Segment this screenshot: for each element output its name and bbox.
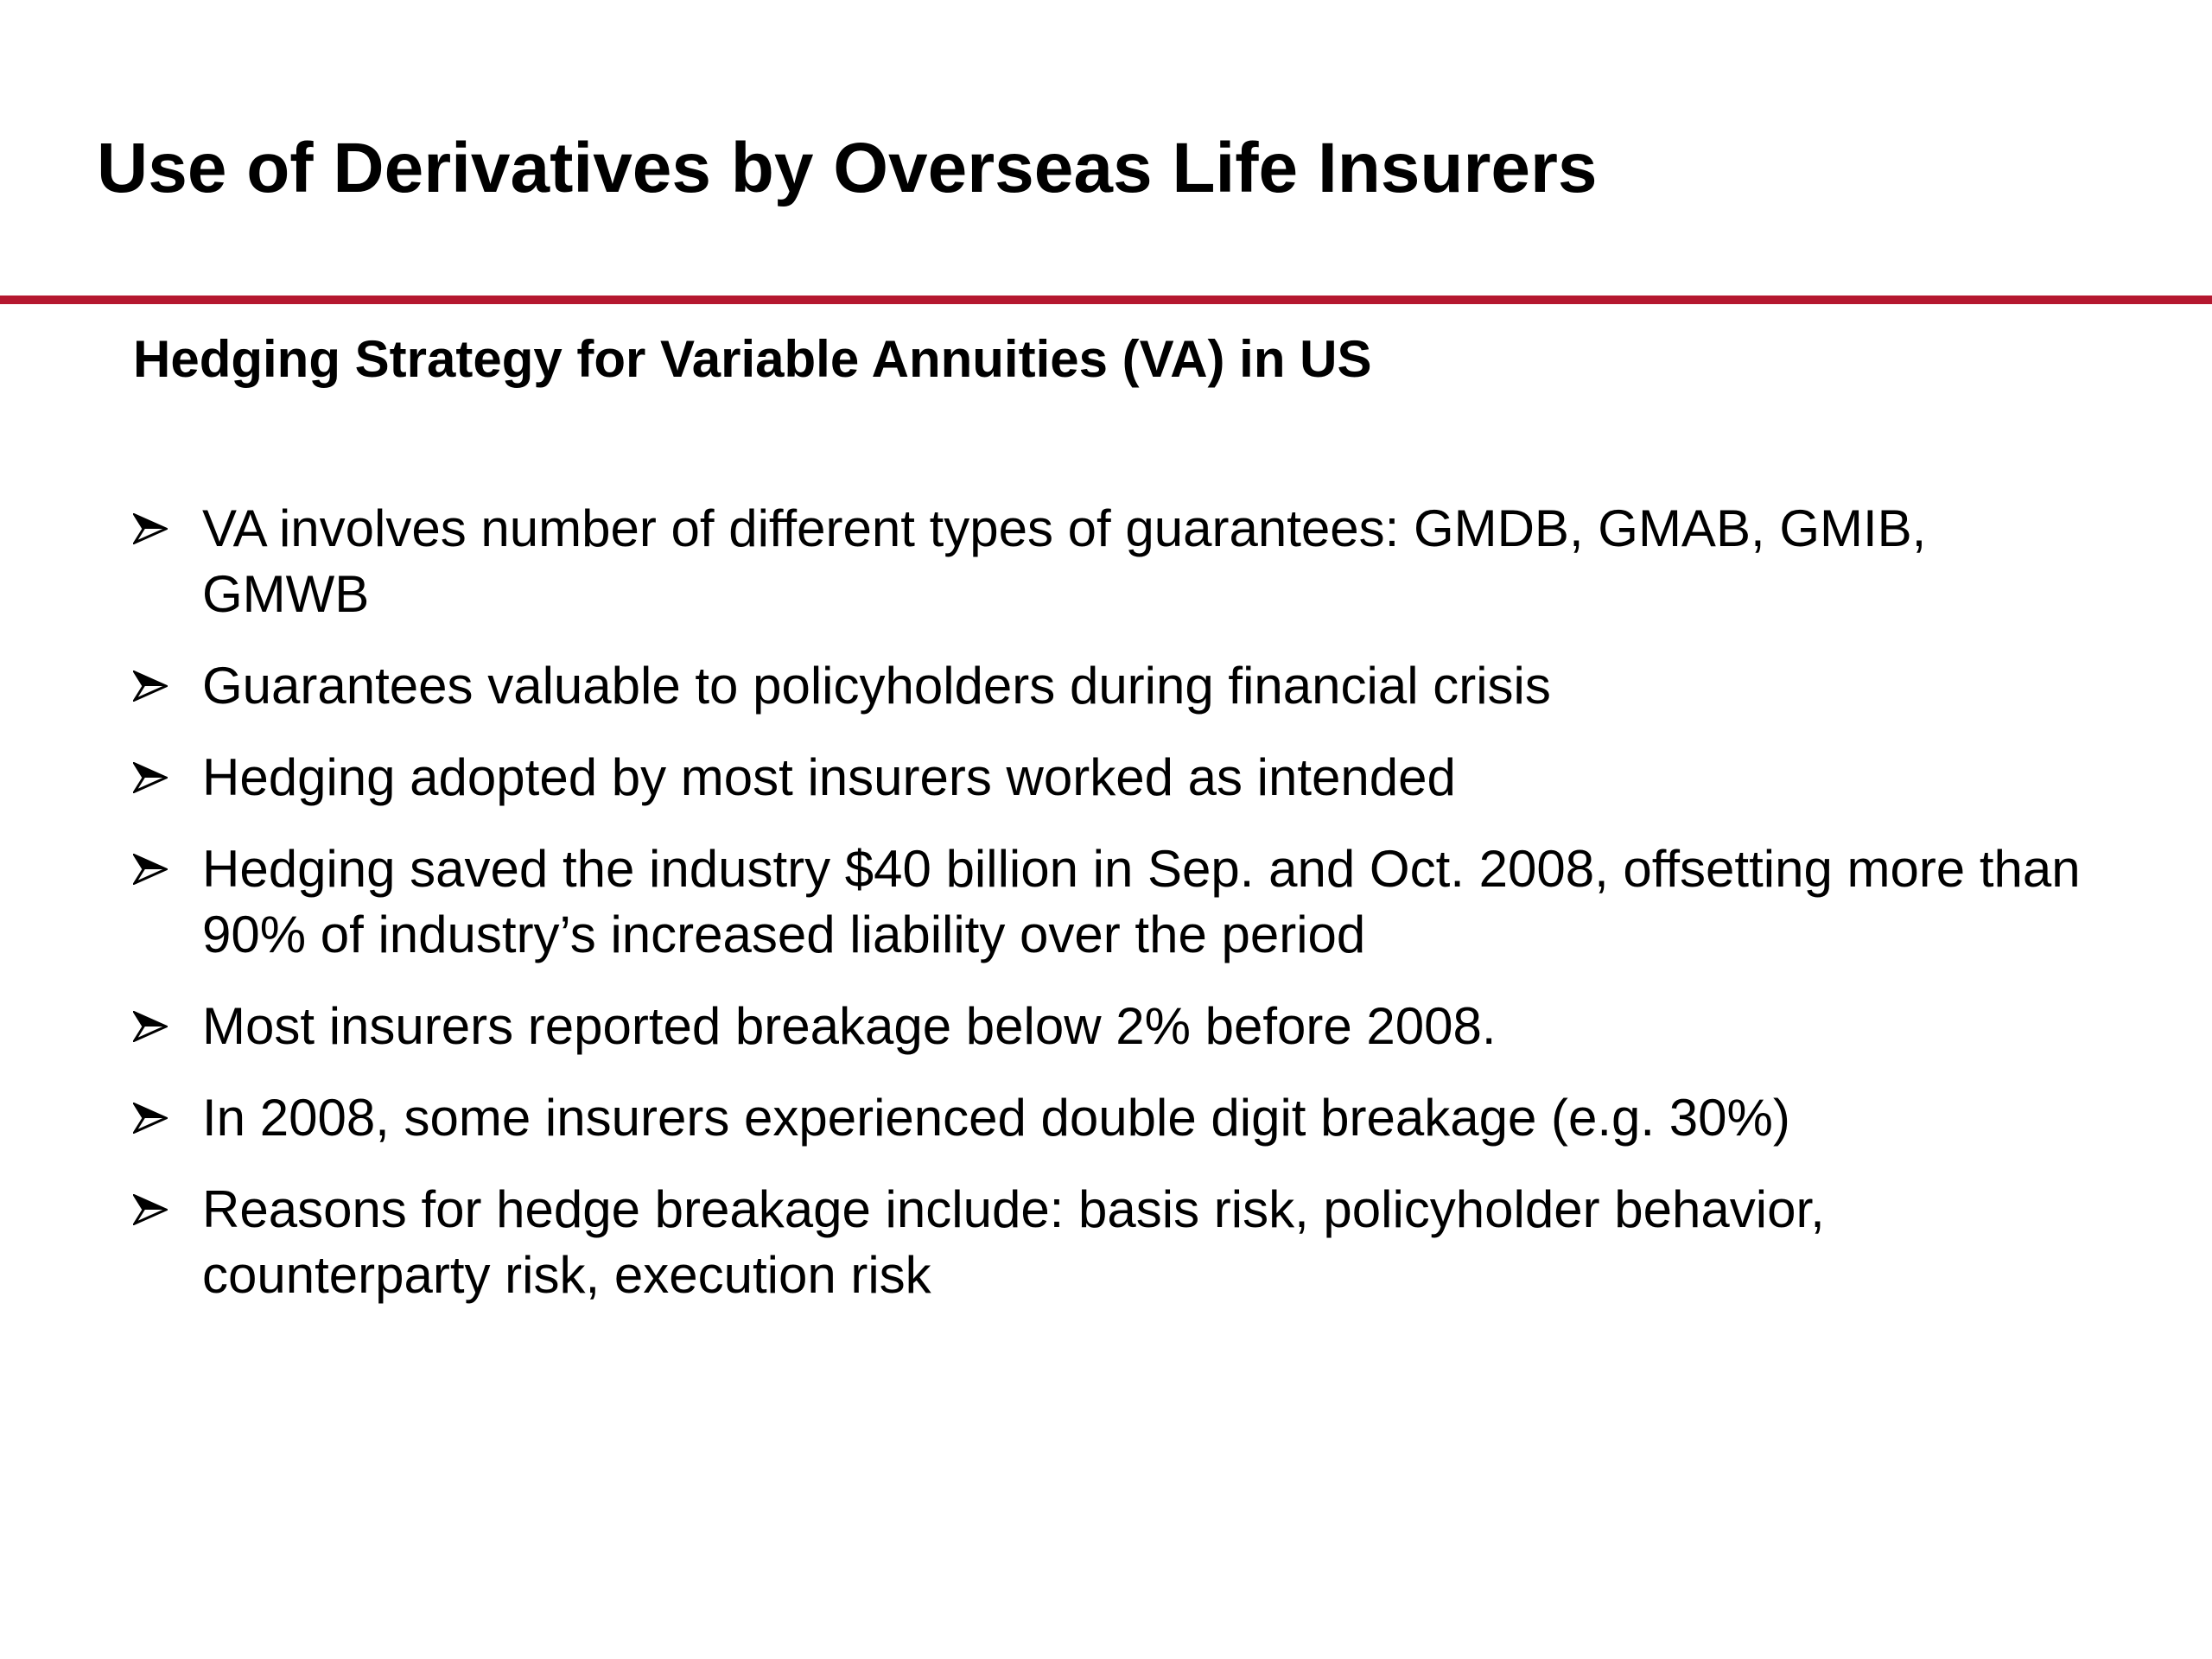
title-divider xyxy=(0,296,2212,304)
arrowhead-bullet-icon xyxy=(133,1194,168,1225)
bullet-list xyxy=(133,496,2086,1334)
bullet-item xyxy=(133,745,2086,810)
bullet-item xyxy=(133,1085,2086,1151)
arrowhead-bullet-icon xyxy=(133,762,168,793)
bullet-item xyxy=(133,1177,2086,1308)
bullet-item xyxy=(133,653,2086,719)
bullet-item xyxy=(133,994,2086,1059)
arrowhead-bullet-icon xyxy=(133,513,168,544)
arrowhead-bullet-icon xyxy=(133,1011,168,1042)
bullet-text: VA involves number of different types of guarantees: GMDB, GMAB, GMIB, GMWB xyxy=(202,499,1927,623)
bullet-text: Reasons for hedge breakage include: basis risk, policyholder behavior, counterparty risk, execution risk xyxy=(202,1180,1825,1304)
bullet-text: Guarantees valuable to policyholders during financial crisis xyxy=(202,657,1551,715)
arrowhead-bullet-icon xyxy=(133,671,168,702)
arrowhead-bullet-icon xyxy=(133,1103,168,1134)
bullet-text: Hedging saved the industry $40 billion in Sep. and Oct. 2008, offsetting more than 90% of industry’s increased liability over the period xyxy=(202,840,2081,963)
bullet-text: Hedging adopted by most insurers worked as intended xyxy=(202,748,1456,806)
bullet-text: In 2008, some insurers experienced double digit breakage (e.g. 30%) xyxy=(202,1089,1790,1147)
bullet-item xyxy=(133,836,2086,968)
bullet-text: Most insurers reported breakage below 2% before 2008. xyxy=(202,997,1497,1055)
slide-subtitle: Hedging Strategy for Variable Annuities (VA) in US xyxy=(133,330,1372,388)
arrowhead-bullet-icon xyxy=(133,854,168,885)
bullet-item xyxy=(133,496,2086,627)
slide-title: Use of Derivatives by Overseas Life Insurers xyxy=(97,129,1598,207)
